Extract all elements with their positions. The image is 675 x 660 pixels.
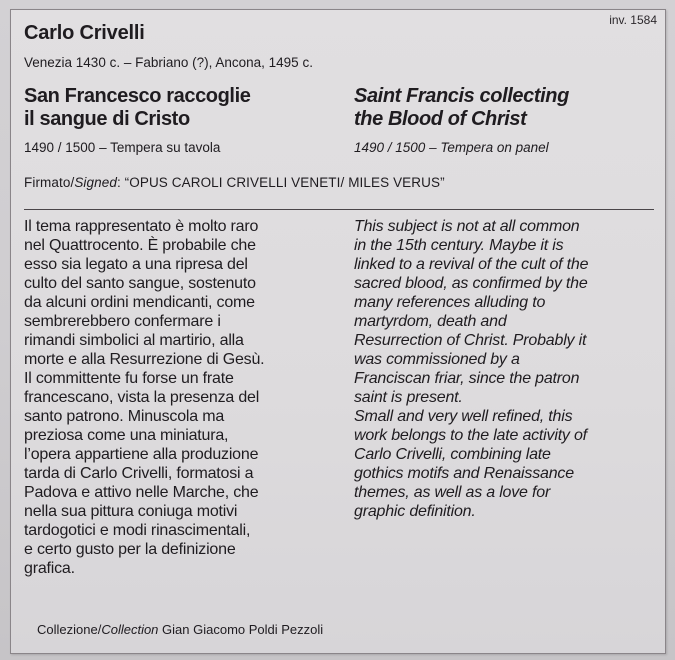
description-en-line: This subject is not at all common [354, 218, 580, 235]
description-english [354, 217, 654, 521]
description-it-line: l’opera appartiene alla produzione [24, 446, 259, 463]
description-it-line: e certo gusto per la definizione [24, 541, 236, 558]
description-en-line: saint is present. [354, 389, 463, 406]
description-en-line: many references alluding to [354, 294, 546, 311]
description-it-line: Padova e attivo nelle Marche, che [24, 484, 259, 501]
description-it-line: culto del santo sangue, sostenuto [24, 275, 256, 292]
collection-label-it: Collezione/ [37, 622, 102, 637]
description-it-line: tarda di Carlo Crivelli, formatosi a [24, 465, 254, 482]
divider-rule [24, 209, 654, 210]
description-it-line: francescano, vista la presenza del [24, 389, 260, 406]
description-en-line: themes, as well as a love for [354, 484, 551, 501]
title-it-line: il sangue di Cristo [24, 108, 190, 130]
signature-label-en: Signed [74, 175, 117, 190]
signature-label-it: Firmato/ [24, 175, 75, 190]
artist-dates: Venezia 1430 c. – Fabriano (?), Ancona, 1495 c. [24, 55, 313, 70]
artwork-title-english [354, 85, 654, 131]
signature-line [24, 175, 445, 190]
description-en-line: Resurrection of Christ. Probably it [354, 332, 587, 349]
museum-label-card [10, 9, 666, 654]
description-it-line: esso sia legato a una ripresa del [24, 256, 248, 273]
description-it-line: nel Quattrocento. È probabile che [24, 237, 256, 254]
collection-label-en: Collection [101, 622, 159, 637]
description-it-line: da alcuni ordini mendicanti, come [24, 294, 255, 311]
title-en-line: the Blood of Christ [354, 108, 527, 130]
artist-name: Carlo Crivelli [24, 22, 145, 44]
description-it-line: morte e alla Resurrezione di Gesù. [24, 351, 265, 368]
description-en-line: Franciscan friar, since the patron [354, 370, 580, 387]
description-it-line: Il committente fu forse un frate [24, 370, 234, 387]
description-en-line: Small and very well refined, this [354, 408, 573, 425]
description-italian [24, 217, 344, 578]
description-en-line: martyrdom, death and [354, 313, 507, 330]
collection-line [37, 622, 323, 637]
inventory-number: inv. 1584 [609, 13, 657, 27]
description-en-line: sacred blood, as confirmed by the [354, 275, 588, 292]
artwork-title-italian [24, 85, 344, 131]
description-it-line: tardogotici e modi rinascimentali, [24, 522, 251, 539]
signature-text: : “OPUS CAROLI CRIVELLI VENETI/ MILES VERUS” [116, 175, 445, 190]
description-it-line: santo patrono. Minuscola ma [24, 408, 225, 425]
description-en-line: graphic definition. [354, 503, 476, 520]
title-en-line: Saint Francis collecting [354, 85, 569, 107]
description-it-line: rimandi simbolici al martirio, alla [24, 332, 244, 349]
description-en-line: was commissioned by a [354, 351, 520, 368]
collection-name: Gian Giacomo Poldi Pezzoli [158, 622, 324, 637]
description-en-line: linked to a revival of the cult of the [354, 256, 589, 273]
description-it-line: sembrerebbero confermare i [24, 313, 221, 330]
description-en-line: Carlo Crivelli, combining late [354, 446, 551, 463]
description-en-line: in the 15th century. Maybe it is [354, 237, 564, 254]
description-it-line: preziosa come una miniatura, [24, 427, 229, 444]
date-medium-italian: 1490 / 1500 – Tempera su tavola [24, 140, 221, 155]
description-it-line: nella sua pittura coniuga motivi [24, 503, 238, 520]
description-en-line: work belongs to the late activity of [354, 427, 587, 444]
date-medium-english: 1490 / 1500 – Tempera on panel [354, 140, 549, 155]
title-it-line: San Francesco raccoglie [24, 85, 251, 107]
description-en-line: gothics motifs and Renaissance [354, 465, 574, 482]
description-it-line: grafica. [24, 560, 75, 577]
description-it-line: Il tema rappresentato è molto raro [24, 218, 259, 235]
